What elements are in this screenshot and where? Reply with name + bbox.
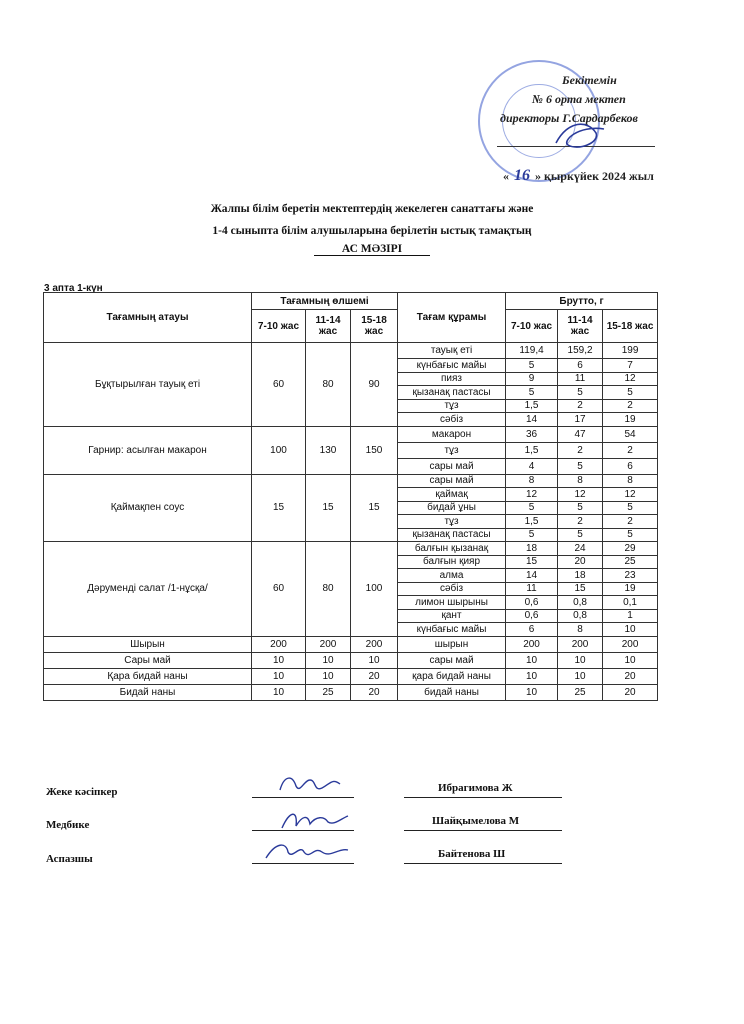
table-row	[44, 652, 658, 668]
table-row	[44, 343, 658, 359]
week-day-label: 3 апта 1-күн	[44, 283, 103, 294]
signature-role-1: Жеке кәсіпкер	[46, 786, 118, 798]
gross-value-cell: 5	[506, 501, 558, 515]
signature-scribble-3	[252, 838, 362, 864]
menu-table	[43, 292, 658, 701]
dish-name-cell: Гарнир: асылған макарон	[44, 426, 252, 474]
table-row	[44, 636, 658, 652]
gross-value-cell: 15	[558, 582, 603, 596]
portion-cell: 10	[252, 652, 306, 668]
gross-value-cell: 12	[603, 372, 658, 386]
header-gross-age-2: 11-14 жас	[558, 310, 603, 343]
signature-name-3: Байтенова Ш	[438, 848, 506, 860]
title-line-1: Жалпы білім беретін мектептердің жекелеген санаттағы және	[210, 203, 534, 215]
gross-value-cell: 199	[603, 343, 658, 359]
gross-value-cell: 18	[506, 542, 558, 556]
portion-cell: 15	[306, 474, 351, 542]
ingredient-cell: қант	[398, 609, 506, 623]
ingredient-cell: тұз	[398, 399, 506, 413]
gross-value-cell: 29	[603, 542, 658, 556]
table-row	[44, 542, 658, 556]
gross-value-cell: 7	[603, 359, 658, 373]
gross-value-cell: 12	[603, 488, 658, 502]
gross-value-cell: 0,6	[506, 609, 558, 623]
title-line-3	[0, 243, 744, 256]
director-signature	[548, 115, 608, 155]
header-portion: Тағамның өлшемі	[252, 293, 398, 310]
ingredient-cell: қызанақ пастасы	[398, 528, 506, 542]
ingredient-cell: сары май	[398, 474, 506, 488]
ingredient-cell: күнбағыс майы	[398, 623, 506, 637]
gross-value-cell: 5	[603, 501, 658, 515]
gross-value-cell: 5	[603, 386, 658, 400]
gross-value-cell: 47	[558, 426, 603, 442]
ingredient-cell: қара бидай наны	[398, 668, 506, 684]
table-row	[44, 426, 658, 442]
ingredient-cell: макарон	[398, 426, 506, 442]
signature-scribble-1	[252, 772, 362, 798]
date-day: 16	[514, 167, 530, 184]
gross-value-cell: 2	[603, 399, 658, 413]
title-line-2: 1-4 сыныпта білім алушыларына берілетін ыстық тамақтың	[212, 225, 532, 237]
gross-value-cell: 159,2	[558, 343, 603, 359]
portion-cell: 90	[351, 343, 398, 427]
dish-name-cell: Бидай наны	[44, 684, 252, 700]
gross-value-cell: 19	[603, 582, 658, 596]
gross-value-cell: 54	[603, 426, 658, 442]
gross-value-cell: 19	[603, 413, 658, 427]
signature-line-1	[252, 797, 354, 798]
gross-value-cell: 1	[603, 609, 658, 623]
gross-value-cell: 10	[603, 623, 658, 637]
ingredient-cell: бидай ұны	[398, 501, 506, 515]
portion-cell: 10	[306, 652, 351, 668]
approval-title: Бекітемін	[562, 73, 617, 87]
dish-name-cell: Бұқтырылған тауық еті	[44, 343, 252, 427]
gross-value-cell: 11	[506, 582, 558, 596]
gross-value-cell: 2	[558, 399, 603, 413]
portion-cell: 60	[252, 542, 306, 637]
signature-role-3: Аспазшы	[46, 853, 93, 865]
gross-value-cell: 8	[603, 474, 658, 488]
portion-cell: 200	[252, 636, 306, 652]
header-gross-age-1: 7-10 жас	[506, 310, 558, 343]
ingredient-cell: балғын қызанақ	[398, 542, 506, 556]
signature-name-1: Ибрагимова Ж	[438, 782, 513, 794]
gross-value-cell: 18	[558, 569, 603, 583]
gross-value-cell: 20	[603, 684, 658, 700]
portion-cell: 150	[351, 426, 398, 474]
table-row	[44, 668, 658, 684]
gross-value-cell: 0,8	[558, 596, 603, 610]
gross-value-cell: 20	[558, 555, 603, 569]
gross-value-cell: 5	[506, 359, 558, 373]
dish-name-cell: Қара бидай наны	[44, 668, 252, 684]
gross-value-cell: 5	[506, 528, 558, 542]
ingredient-cell: қаймақ	[398, 488, 506, 502]
ingredient-cell: сәбіз	[398, 413, 506, 427]
ingredient-cell: бидай наны	[398, 684, 506, 700]
approval-school: № 6 орта мектеп	[532, 92, 626, 106]
gross-value-cell: 2	[603, 442, 658, 458]
header-portion-age-2: 11-14 жас	[306, 310, 351, 343]
gross-value-cell: 200	[558, 636, 603, 652]
signature-role-2: Медбике	[46, 819, 90, 831]
gross-value-cell: 8	[506, 474, 558, 488]
gross-value-cell: 17	[558, 413, 603, 427]
portion-cell: 200	[351, 636, 398, 652]
gross-value-cell: 0,6	[506, 596, 558, 610]
portion-cell: 10	[351, 652, 398, 668]
ingredient-cell: лимон шырыны	[398, 596, 506, 610]
portion-cell: 100	[252, 426, 306, 474]
dish-name-cell: Дәруменді салат /1-нұсқа/	[44, 542, 252, 637]
gross-value-cell: 5	[558, 458, 603, 474]
header-gross: Брутто, г	[506, 293, 658, 310]
portion-cell: 10	[306, 668, 351, 684]
gross-value-cell: 6	[558, 359, 603, 373]
gross-value-cell: 1,5	[506, 442, 558, 458]
signature-line-2	[252, 830, 354, 831]
gross-value-cell: 23	[603, 569, 658, 583]
ingredient-cell: балғын қияр	[398, 555, 506, 569]
gross-value-cell: 6	[603, 458, 658, 474]
ingredient-cell: сары май	[398, 652, 506, 668]
signature-name-line-3	[404, 863, 562, 864]
gross-value-cell: 0,1	[603, 596, 658, 610]
gross-value-cell: 36	[506, 426, 558, 442]
gross-value-cell: 14	[506, 569, 558, 583]
header-portion-age-3: 15-18 жас	[351, 310, 398, 343]
menu-table-body	[44, 343, 658, 701]
gross-value-cell: 20	[603, 668, 658, 684]
ingredient-cell: алма	[398, 569, 506, 583]
gross-value-cell: 2	[558, 515, 603, 529]
ingredient-cell: тұз	[398, 442, 506, 458]
date-month-year: қыркүйек 2024 жыл	[544, 169, 654, 183]
gross-value-cell: 10	[506, 684, 558, 700]
approval-director: директоры Г.Сардарбеков	[500, 111, 638, 125]
header-dish-name: Тағамның атауы	[44, 293, 252, 343]
table-row	[44, 684, 658, 700]
gross-value-cell: 5	[558, 528, 603, 542]
portion-cell: 20	[351, 668, 398, 684]
signature-name-2: Шайқымелова М	[432, 815, 520, 827]
portion-cell: 200	[306, 636, 351, 652]
portion-cell: 80	[306, 542, 351, 637]
gross-value-cell: 200	[506, 636, 558, 652]
gross-value-cell: 12	[558, 488, 603, 502]
gross-value-cell: 25	[558, 684, 603, 700]
gross-value-cell: 14	[506, 413, 558, 427]
gross-value-cell: 5	[558, 501, 603, 515]
header-composition: Тағам құрамы	[398, 293, 506, 343]
ingredient-cell: күнбағыс майы	[398, 359, 506, 373]
ingredient-cell: қызанақ пастасы	[398, 386, 506, 400]
gross-value-cell: 12	[506, 488, 558, 502]
portion-cell: 10	[252, 668, 306, 684]
gross-value-cell: 119,4	[506, 343, 558, 359]
signature-line-3	[252, 863, 354, 864]
dish-name-cell: Шырын	[44, 636, 252, 652]
ingredient-cell: сәбіз	[398, 582, 506, 596]
portion-cell: 130	[306, 426, 351, 474]
gross-value-cell: 8	[558, 474, 603, 488]
gross-value-cell: 2	[603, 515, 658, 529]
signature-name-line-1	[404, 797, 562, 798]
date-quote-open: «	[503, 169, 509, 183]
ingredient-cell: тұз	[398, 515, 506, 529]
gross-value-cell: 5	[558, 386, 603, 400]
approval-block	[0, 0, 744, 200]
ingredient-cell: тауық еті	[398, 343, 506, 359]
gross-value-cell: 5	[603, 528, 658, 542]
gross-value-cell: 0,8	[558, 609, 603, 623]
gross-value-cell: 4	[506, 458, 558, 474]
gross-value-cell: 200	[603, 636, 658, 652]
portion-cell: 15	[351, 474, 398, 542]
gross-value-cell: 10	[506, 652, 558, 668]
portion-cell: 25	[306, 684, 351, 700]
dish-name-cell: Қаймақпен соус	[44, 474, 252, 542]
gross-value-cell: 10	[558, 652, 603, 668]
portion-cell: 80	[306, 343, 351, 427]
ingredient-cell: пияз	[398, 372, 506, 386]
signature-scribble-2	[252, 806, 362, 832]
gross-value-cell: 10	[506, 668, 558, 684]
header-portion-age-1: 7-10 жас	[252, 310, 306, 343]
menu-title: АС МӘЗІРІ	[314, 243, 430, 256]
gross-value-cell: 10	[603, 652, 658, 668]
gross-value-cell: 15	[506, 555, 558, 569]
ingredient-cell: шырын	[398, 636, 506, 652]
portion-cell: 15	[252, 474, 306, 542]
portion-cell: 10	[252, 684, 306, 700]
gross-value-cell: 24	[558, 542, 603, 556]
gross-value-cell: 25	[603, 555, 658, 569]
gross-value-cell: 11	[558, 372, 603, 386]
portion-cell: 60	[252, 343, 306, 427]
gross-value-cell: 10	[558, 668, 603, 684]
gross-value-cell: 1,5	[506, 515, 558, 529]
header-gross-age-3: 15-18 жас	[603, 310, 658, 343]
gross-value-cell: 5	[506, 386, 558, 400]
gross-value-cell: 1,5	[506, 399, 558, 413]
gross-value-cell: 2	[558, 442, 603, 458]
portion-cell: 100	[351, 542, 398, 637]
ingredient-cell: сары май	[398, 458, 506, 474]
portion-cell: 20	[351, 684, 398, 700]
table-row	[44, 474, 658, 488]
gross-value-cell: 6	[506, 623, 558, 637]
gross-value-cell: 8	[558, 623, 603, 637]
gross-value-cell: 9	[506, 372, 558, 386]
signature-name-line-2	[404, 830, 562, 831]
dish-name-cell: Сары май	[44, 652, 252, 668]
date-quote-close: »	[535, 169, 541, 183]
